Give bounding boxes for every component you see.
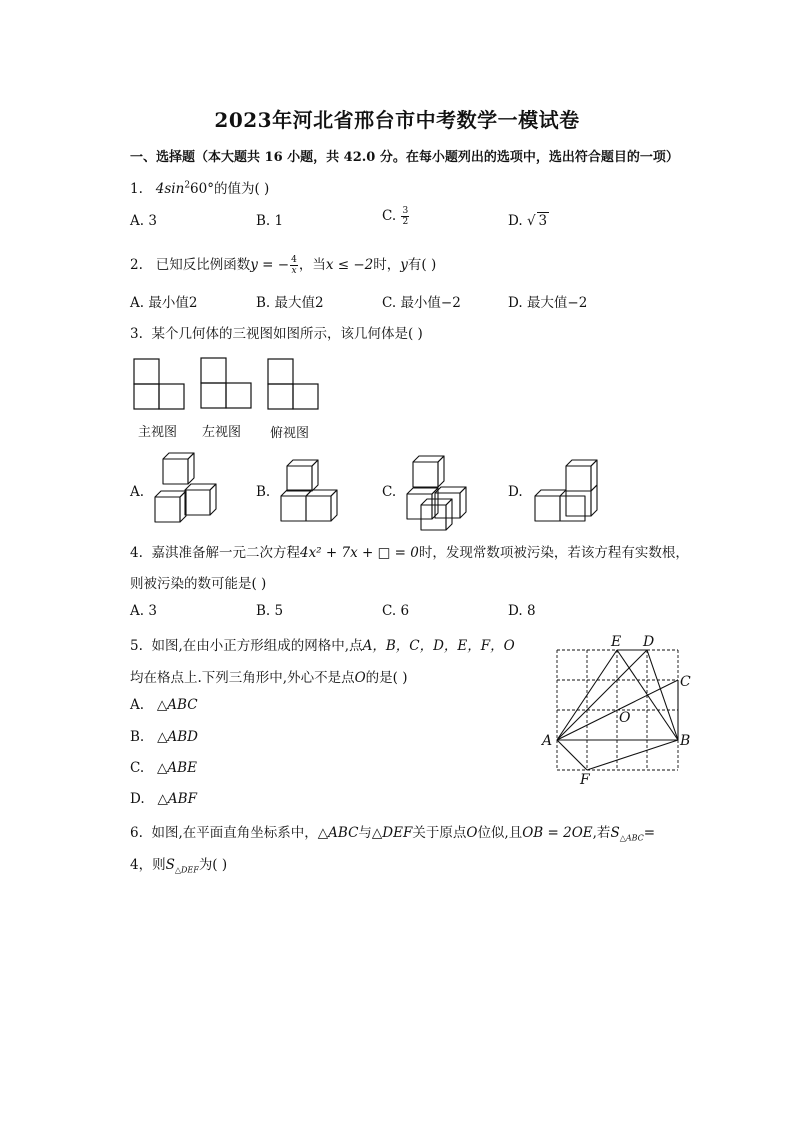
option-text: △ABC xyxy=(156,697,198,713)
q1-coef: 4 xyxy=(155,181,165,197)
point-e-label: E xyxy=(611,634,622,650)
option-text: 最大值−2 xyxy=(526,295,588,311)
option-letter: C. xyxy=(130,760,145,776)
q6-area-symbol: S xyxy=(165,857,175,873)
q2-text: 有( ) xyxy=(407,257,437,273)
q1-stem: 的值为( ) xyxy=(213,181,270,197)
option-text: △ABE xyxy=(157,760,197,776)
option-value: 5 xyxy=(274,603,284,619)
q4-equation: 4x² + 7x + □ = 0 xyxy=(299,545,419,561)
q6-text: 位似,且 xyxy=(477,825,523,841)
option-letter: D. xyxy=(508,603,523,619)
fraction-den: 2 xyxy=(402,217,409,227)
q6-text: 如图,在平面直角坐标系中， xyxy=(151,825,318,841)
q2-var: y xyxy=(400,257,408,273)
option-letter: D. xyxy=(508,213,523,229)
q1-angle: 60° xyxy=(190,181,214,197)
q3-option-d[interactable]: D. xyxy=(508,484,523,500)
option-letter: B. xyxy=(256,213,271,229)
fraction-den: x xyxy=(291,266,297,276)
segment-db xyxy=(647,650,678,740)
q5-number: 5. xyxy=(130,638,143,654)
option-letter: C. xyxy=(382,295,397,311)
fraction-num: 4 xyxy=(291,255,297,265)
q6-ratio: OB = 2OE xyxy=(522,825,593,841)
option-letter: C. xyxy=(382,208,397,224)
q3-number: 3. xyxy=(130,326,143,342)
option-letter: A. xyxy=(130,603,145,619)
option-value: 3 xyxy=(148,603,157,619)
q6-triangle-def: △DEF xyxy=(371,825,413,841)
q6-text: ,若 xyxy=(592,825,611,841)
q6-point-o: O xyxy=(466,825,478,841)
q6-triangle-abc: △ABC xyxy=(317,825,359,841)
option-letter: D. xyxy=(508,295,523,311)
q3-stem: 某个几何体的三视图如图所示，该几何体是( ) xyxy=(151,326,423,342)
q5-text: 的是( ) xyxy=(365,670,408,686)
segment-ad xyxy=(557,650,647,740)
point-a-label: A xyxy=(542,733,553,749)
q6-area-symbol: S xyxy=(610,825,620,841)
q6-text: = xyxy=(643,825,656,841)
point-b-label: B xyxy=(680,733,691,749)
option-value: 1 xyxy=(274,213,284,229)
point-o-label: O xyxy=(619,710,631,726)
option-text: △ABD xyxy=(157,729,198,745)
q6-number: 6. xyxy=(130,825,143,841)
q2-number: 2. xyxy=(130,257,143,273)
q6-area-sub: △ABC xyxy=(619,833,644,843)
page-title: 2023年河北省邢台市中考数学一模试卷 xyxy=(214,108,580,132)
option-text: △ABF xyxy=(157,791,197,807)
q2-text: 时， xyxy=(373,257,401,273)
q1-fn: sin xyxy=(164,181,185,197)
sqrt-radicand: 3 xyxy=(538,213,548,229)
q2-condition: x ≤ −2 xyxy=(325,257,374,273)
q6-text: 关于原点 xyxy=(412,825,467,841)
option-letter: A. xyxy=(130,697,145,713)
q5-points: A，B，C，D，E，F，O xyxy=(362,638,515,654)
question-6-line2 xyxy=(130,853,227,875)
option-value: 6 xyxy=(400,603,410,619)
q2-function: y = − xyxy=(250,257,290,273)
q1-exp: 2 xyxy=(184,180,191,191)
sqrt-icon: √ xyxy=(526,213,536,229)
q3-option-c[interactable]: C. xyxy=(382,484,397,500)
option-text: 最小值−2 xyxy=(400,295,461,311)
option-value: 3 xyxy=(148,213,157,229)
q5-point-o: O xyxy=(354,670,366,686)
q2-text: 已知反比例函数 xyxy=(155,257,251,273)
section-heading: 一、选择题（本大题共 16 小题，共 42.0 分。在每小题列出的选项中，选出符合题目的一项） xyxy=(130,150,679,165)
q6-text: 与 xyxy=(358,825,372,841)
option-letter: A. xyxy=(130,213,145,229)
q2-text: ，当 xyxy=(298,257,326,273)
main-view-caption: 主视图 xyxy=(138,425,178,440)
point-f-label: F xyxy=(580,772,590,788)
point-c-label: C xyxy=(680,674,691,690)
fraction-num: 3 xyxy=(402,206,409,216)
q3-option-a[interactable]: A. xyxy=(130,484,145,500)
q6-text: 4，则 xyxy=(130,857,166,873)
q1-number: 1. xyxy=(130,181,143,197)
q4-text: 时，发现常数项被污染，若该方程有实数根， xyxy=(418,545,689,561)
option-letter: D. xyxy=(130,791,145,807)
option-text: 最小值2 xyxy=(148,295,198,311)
point-d-label: D xyxy=(643,634,655,650)
q4-number: 4. xyxy=(130,545,143,561)
q6-text: 为( ) xyxy=(198,857,228,873)
segment-fb xyxy=(587,740,678,770)
question-6 xyxy=(130,821,655,843)
top-view-caption: 俯视图 xyxy=(270,426,310,441)
option-letter: C. xyxy=(382,603,397,619)
q3-option-b[interactable]: B. xyxy=(256,484,271,500)
left-view-caption: 左视图 xyxy=(202,425,242,440)
option-value: 8 xyxy=(526,603,536,619)
option-letter: B. xyxy=(130,729,145,745)
q4-text: 嘉淇准备解一元二次方程 xyxy=(151,545,300,561)
q6-area-sub: △DEF xyxy=(174,865,199,875)
segment-eb xyxy=(617,650,678,740)
q5-text: 如图,在由小正方形组成的网格中,点 xyxy=(151,638,363,654)
option-letter: B. xyxy=(256,295,271,311)
option-text: 最大值2 xyxy=(274,295,324,311)
option-letter: A. xyxy=(130,295,145,311)
segment-af xyxy=(557,740,587,770)
option-letter: B. xyxy=(256,603,271,619)
question-4-line2: 则被污染的数可能是( ) xyxy=(130,576,267,592)
q5-text: 均在格点上.下列三角形中,外心不是点 xyxy=(130,670,355,686)
